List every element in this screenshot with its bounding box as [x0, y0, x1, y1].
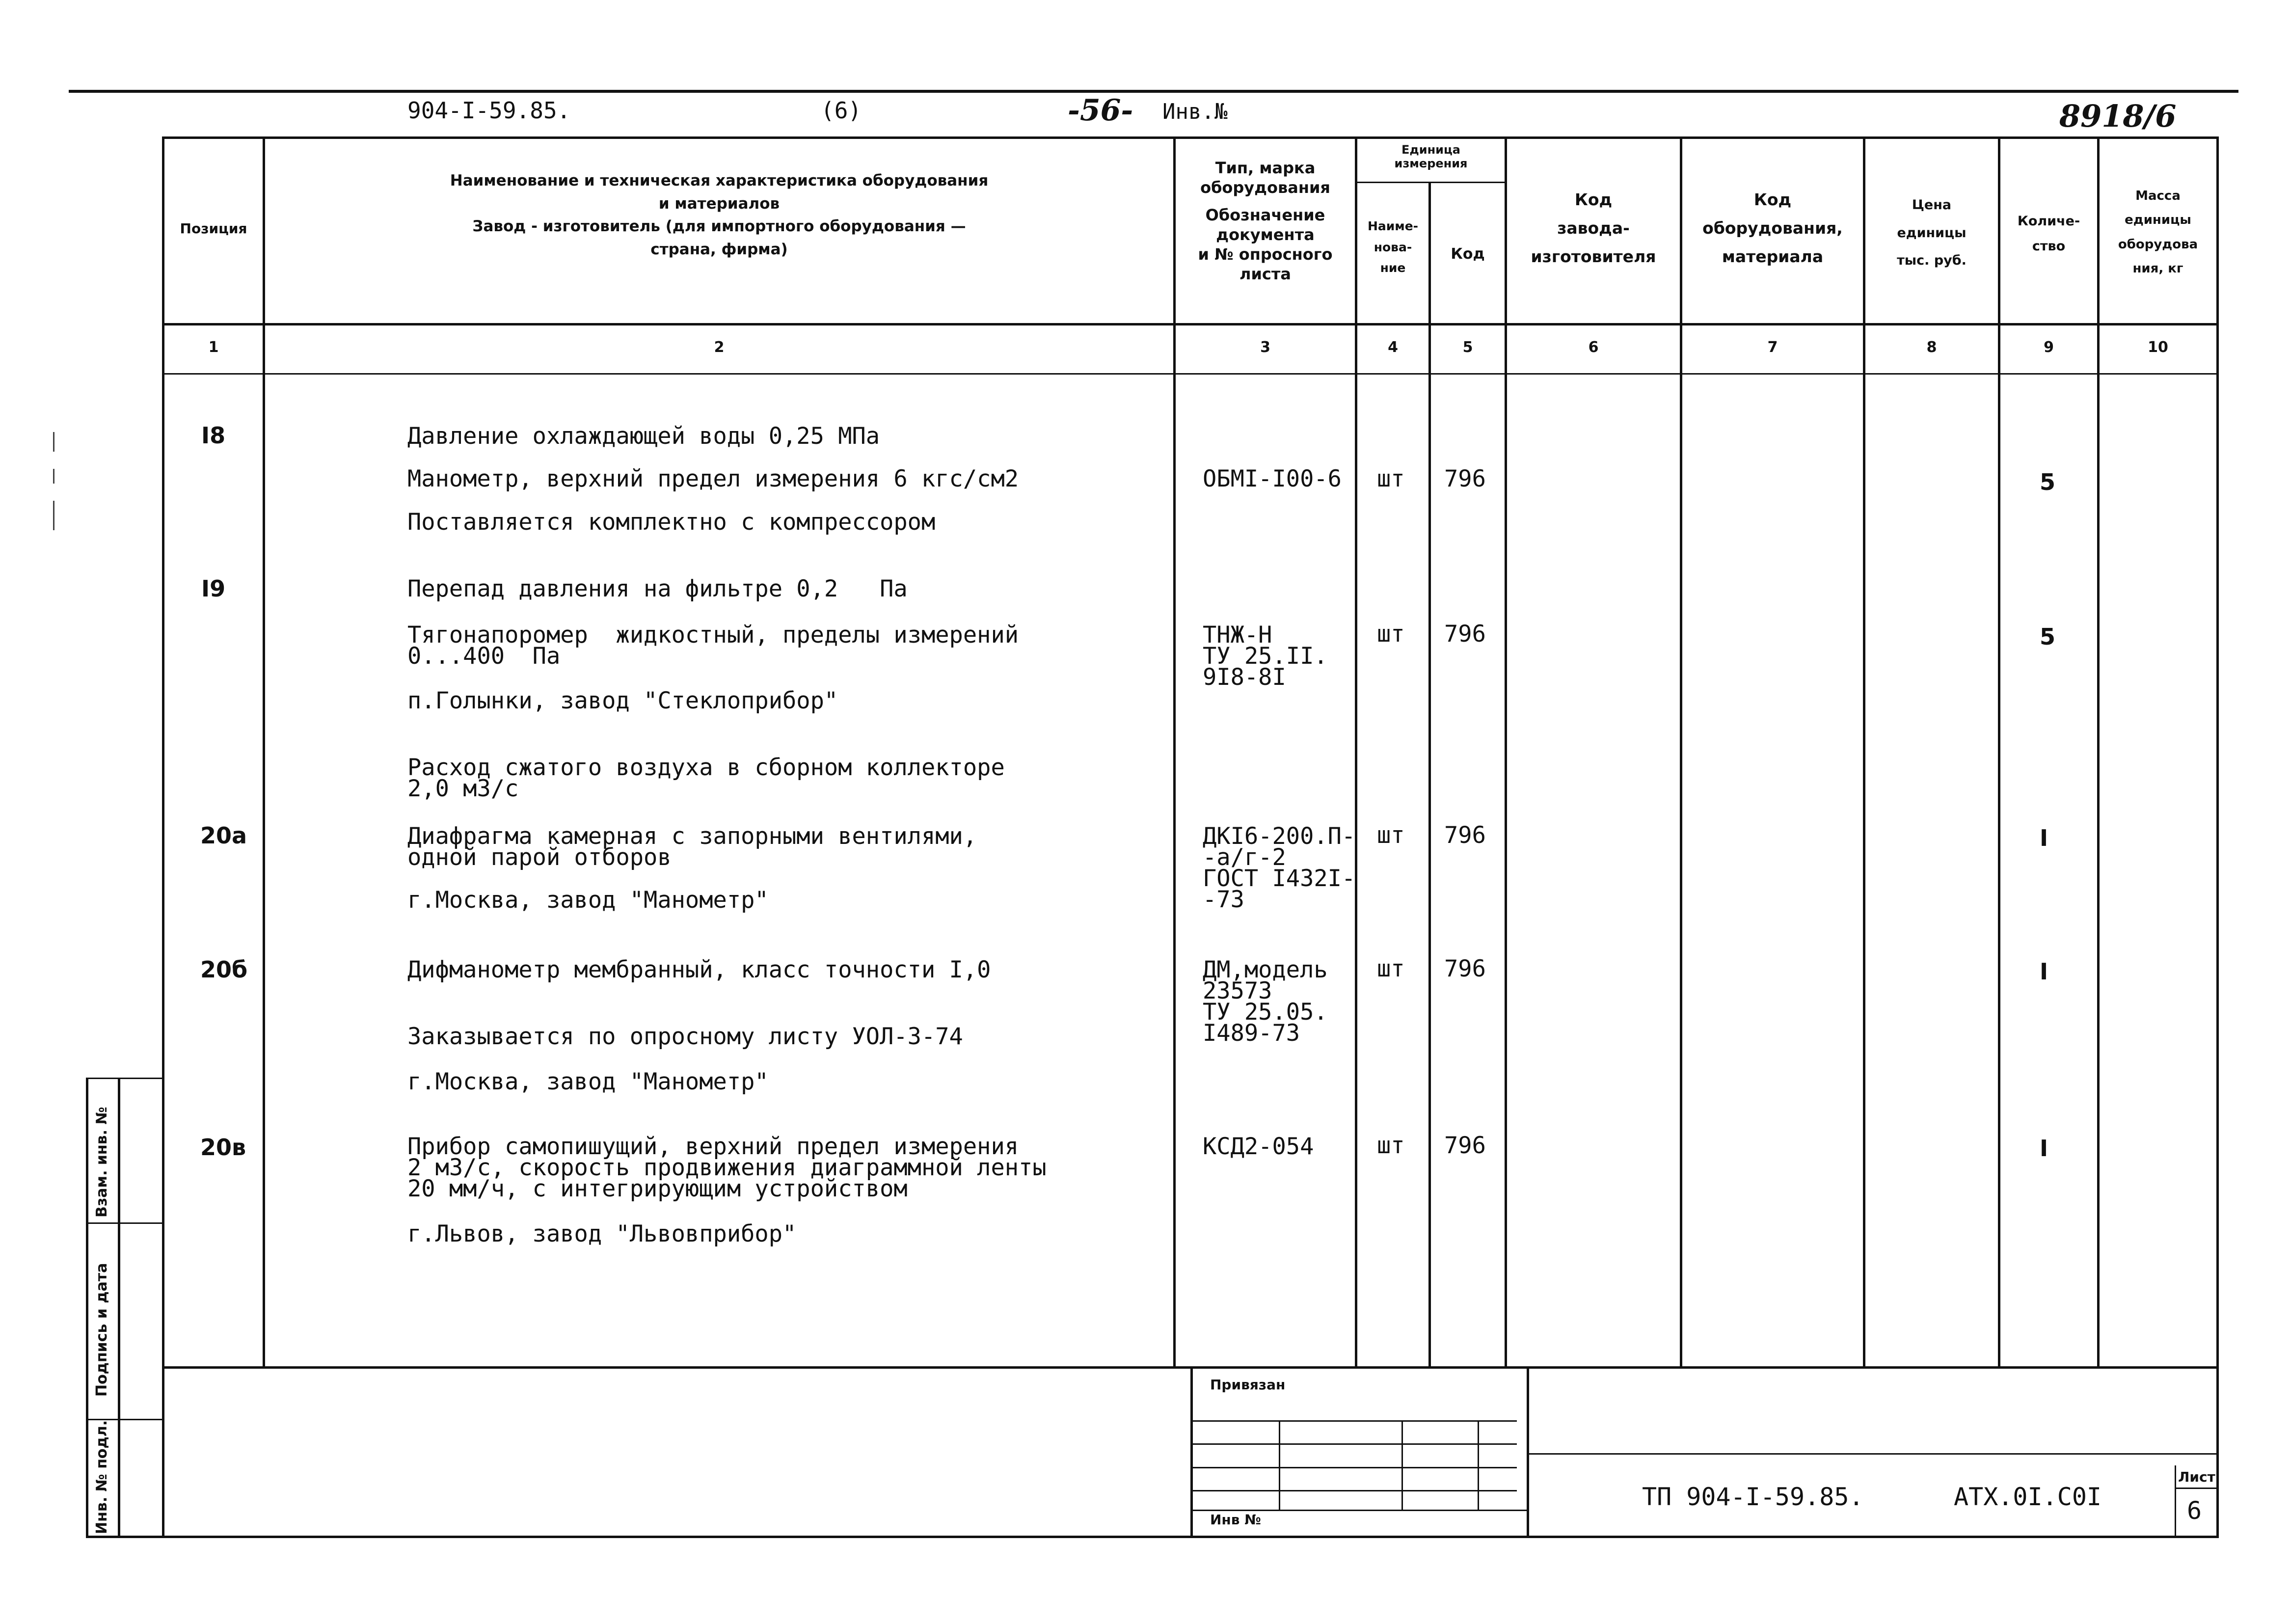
header-type-block — [1176, 158, 1355, 284]
row20b-unit: шт — [1377, 955, 1405, 982]
header-type-line6: листа — [1239, 265, 1291, 283]
row20-title-line2: 2,0 м3/с — [407, 775, 519, 802]
row20a-line1a: Диафрагма камерная с запорными вентилями, — [407, 823, 977, 850]
row20a-unit: шт — [1377, 822, 1405, 849]
row20-title-line1: Расход сжатого воздуха в сборном коллекторе — [407, 754, 1005, 781]
row18-unit: шт — [1377, 465, 1405, 492]
row20b-line1: Дифманометр мембранный, класс точности I,0 — [407, 956, 991, 983]
row18-quantity: 5 — [2040, 469, 2056, 495]
col-number-7: 7 — [1767, 339, 1778, 356]
header-mass-line4: ния, кг — [2132, 261, 2183, 276]
col-number-5: 5 — [1462, 339, 1473, 356]
header-mass-line2: единицы — [2125, 213, 2191, 228]
footer-title-code: ТП 904-I-59.85. — [1642, 1483, 1864, 1511]
header-name-line1: Наименование и техническая характеристика оборудования — [450, 172, 989, 189]
row19-type-line2: ТУ 25.II. — [1203, 643, 1328, 670]
header-price-line1: Цена — [1912, 197, 1952, 213]
row20v-position: 20в — [200, 1134, 246, 1161]
header-type-line2: оборудования — [1200, 178, 1330, 197]
header-mass — [2100, 184, 2216, 281]
header-equipment-code-line3: материала — [1722, 246, 1824, 266]
row20a-quantity: I — [2040, 825, 2048, 851]
col-number-3: 3 — [1260, 339, 1270, 356]
header-unit-line2: измерения — [1394, 156, 1468, 170]
row20v-type: КСД2-054 — [1203, 1133, 1314, 1160]
footer-grid-line-4 — [1193, 1490, 1517, 1491]
col-number-2: 2 — [714, 339, 725, 356]
sheet-paren: (6) — [821, 97, 862, 124]
row20v-line1a: Прибор самопишущий, верхний предел измерения — [407, 1133, 1019, 1160]
row20a-type-line3: ГОСТ I432I- — [1203, 865, 1356, 892]
header-type-line5: и № опросного — [1198, 245, 1333, 264]
table-right-border — [2216, 136, 2219, 1538]
header-plant-code-line1: Код — [1574, 190, 1613, 209]
col-sep-5 — [1505, 136, 1507, 1368]
footer-grid-col-2 — [1401, 1420, 1403, 1510]
inv-label-top: Инв.№ — [1162, 99, 1228, 124]
row20b-quantity: I — [2040, 958, 2048, 985]
col-sep-1 — [263, 136, 265, 1368]
row20b-type-line4: I489-73 — [1203, 1020, 1300, 1047]
side-label-signature-date: Подпись и дата — [93, 1263, 110, 1397]
side-stamp-top — [86, 1078, 164, 1079]
row20b-code: 796 — [1444, 955, 1486, 982]
row20b-line3: г.Москва, завод "Манометр" — [407, 1068, 769, 1095]
header-quantity — [2000, 209, 2097, 259]
row20a-code: 796 — [1444, 822, 1486, 849]
header-position: Позиция — [180, 220, 247, 237]
header-plant-code-line2: завода- — [1557, 218, 1630, 238]
header-mass-line3: оборудова — [2118, 237, 2198, 252]
row20a-line2: г.Москва, завод "Манометр" — [407, 887, 769, 914]
row20a-type-line2: -а/г-2 — [1203, 844, 1286, 871]
col-sep-8 — [1998, 136, 2000, 1368]
header-equipment-code — [1682, 186, 1863, 271]
row19-line2b: 0...400 Па — [407, 643, 561, 670]
row19-code: 796 — [1444, 621, 1486, 648]
col-sep-7 — [1863, 136, 1865, 1368]
row20b-type-line1: ДМ,модель — [1203, 956, 1328, 983]
footer-sheet-divider — [2175, 1465, 2176, 1536]
header-price-line2: единицы — [1897, 225, 1967, 241]
margin-tick-1 — [53, 432, 54, 452]
row20a-type-line4: -73 — [1203, 886, 1244, 913]
row20v-quantity: I — [2040, 1135, 2048, 1162]
footer-grid-line-3 — [1193, 1467, 1517, 1468]
col-number-9: 9 — [2044, 339, 2054, 356]
row20a-line1b: одной парой отборов — [407, 844, 672, 871]
row19-unit: шт — [1377, 621, 1405, 648]
margin-tick-3 — [53, 501, 54, 530]
col-sep-9 — [2097, 136, 2100, 1368]
footer-grid-col-3 — [1478, 1420, 1479, 1510]
side-label-orig-inv: Инв. № подл. — [93, 1420, 110, 1534]
row20a-position: 20а — [200, 822, 247, 849]
row20v-code: 796 — [1444, 1132, 1486, 1159]
row20v-unit: шт — [1377, 1132, 1405, 1159]
row18-line3: Поставляется комплектно с компрессором — [407, 509, 936, 536]
top-rule — [69, 90, 2238, 93]
header-unit-name-line3: ние — [1380, 261, 1406, 275]
header-name-line3: Завод - изготовитель (для импортного оборудования — — [472, 217, 966, 235]
footer-title-rule — [1529, 1453, 2216, 1455]
footer-bound-right — [1527, 1366, 1529, 1536]
footer-bound-label: Привязан — [1210, 1377, 1286, 1393]
header-type-line3: Обозначение — [1205, 206, 1325, 224]
col-sep-4 — [1428, 182, 1431, 1368]
header-unit-line1: Единица — [1401, 143, 1460, 157]
col-number-6: 6 — [1588, 339, 1599, 356]
row19-quantity: 5 — [2040, 623, 2056, 650]
col-sep-3 — [1355, 136, 1357, 1368]
row20v-line1c: 20 мм/ч, с интегрирующим устройством — [407, 1175, 908, 1202]
row20b-type-line2: 23573 — [1203, 977, 1272, 1004]
header-mass-line1: Масса — [2135, 189, 2181, 203]
col-number-8: 8 — [1926, 339, 1937, 356]
footer-sheet-rule — [2175, 1488, 2216, 1489]
footer-sheet-label: Лист — [2178, 1469, 2215, 1485]
col-number-4: 4 — [1388, 339, 1398, 356]
row18-line1: Давление охлаждающей воды 0,25 МПа — [407, 423, 880, 450]
header-equipment-code-line1: Код — [1753, 190, 1792, 209]
row18-code: 796 — [1444, 465, 1486, 492]
footer-inv-no-label: Инв № — [1210, 1512, 1261, 1528]
header-type-line1: Тип, марка — [1215, 159, 1316, 177]
header-quantity-line2: ство — [2032, 239, 2066, 254]
margin-tick-2 — [53, 469, 54, 484]
header-unit-name-line2: нова- — [1374, 240, 1412, 254]
row19-type-line3: 9I8-8I — [1203, 664, 1286, 691]
header-unit-name — [1357, 216, 1428, 279]
table-bottom-border — [86, 1536, 2219, 1538]
header-unit-code: Код — [1451, 245, 1485, 263]
header-type-line4: документа — [1216, 225, 1315, 244]
header-unit-name-line1: Наиме- — [1367, 219, 1419, 233]
row19-line2a: Тягонапоромер жидкостный, пределы измерений — [407, 622, 1019, 649]
header-bottom-border — [162, 323, 2219, 325]
row18-line2: Манометр, верхний предел измерения 6 кгс/см2 — [407, 465, 1019, 492]
col-number-1: 1 — [208, 339, 219, 356]
row20b-line2: Заказывается по опросному листу УОЛ-3-74 — [407, 1023, 963, 1050]
side-label-replaced-inv: Взам. инв. № — [93, 1107, 110, 1218]
header-price — [1865, 191, 1998, 275]
header-name-line4: страна, фирма) — [650, 240, 788, 258]
row20b-type-line3: ТУ 25.05. — [1203, 999, 1328, 1026]
header-name-line2: и материалов — [658, 194, 780, 213]
number-row-bottom — [162, 373, 2219, 375]
footer-mark: АТХ.0I.С0I — [1954, 1483, 2102, 1511]
side-stamp-div1 — [86, 1222, 164, 1224]
col-sep-6 — [1680, 136, 1682, 1368]
stamp-number: 8918/6 — [2059, 98, 2177, 134]
col-sep-2 — [1173, 136, 1176, 1368]
row20b-position: 20б — [200, 956, 248, 983]
side-stamp-mid — [118, 1078, 120, 1538]
footer-grid-col-1 — [1279, 1420, 1280, 1510]
header-plant-code-line3: изготовителя — [1531, 246, 1656, 266]
row19-line1: Перепад давления на фильтре 0,2 Па — [407, 575, 908, 602]
header-quantity-line1: Количе- — [2017, 214, 2080, 229]
row19-position: I9 — [201, 575, 226, 602]
col-number-10: 10 — [2148, 339, 2168, 356]
footer-grid-line-1 — [1193, 1420, 1517, 1422]
footer-sheet-number: 6 — [2187, 1496, 2202, 1525]
header-name-block — [265, 169, 1173, 261]
footer-grid-line-2 — [1193, 1443, 1517, 1445]
table-top-border — [162, 136, 2219, 139]
page-mark: -56- — [1068, 93, 1133, 128]
row19-line3: п.Голынки, завод "Стеклоприбор" — [407, 687, 838, 714]
row18-type: ОБМI-I00-6 — [1203, 465, 1342, 492]
row18-position: I8 — [201, 422, 226, 449]
side-stamp-left — [86, 1078, 88, 1538]
row20v-line1b: 2 м3/с, скорость продвижения диаграммной ленты — [407, 1154, 1047, 1181]
row20v-line2: г.Львов, завод "Львовприбор" — [407, 1220, 797, 1247]
header-unit-group — [1357, 143, 1505, 170]
row19-type-line1: ТНЖ-Н — [1203, 622, 1272, 649]
header-price-line3: тыс. руб. — [1897, 253, 1967, 269]
unit-group-divider — [1355, 182, 1505, 183]
doc-code-top: 904-I-59.85. — [407, 97, 571, 124]
row20a-type-line1: ДКI6-200.П- — [1203, 823, 1356, 850]
header-equipment-code-line2: оборудования, — [1702, 218, 1843, 238]
header-plant-code — [1507, 186, 1680, 271]
